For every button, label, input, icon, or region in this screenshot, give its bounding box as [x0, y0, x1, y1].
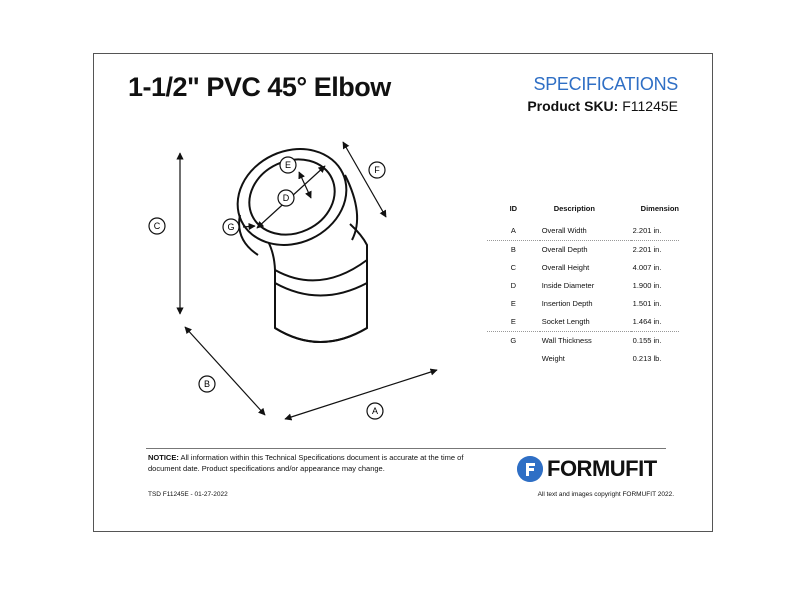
- svg-text:G: G: [227, 222, 235, 232]
- svg-text:E: E: [284, 160, 292, 170]
- cell-description: Inside Diameter: [541, 281, 595, 290]
- callout-d: [278, 190, 294, 206]
- column-header-dimension: Dimension: [640, 204, 679, 213]
- cell-id: D: [510, 281, 517, 290]
- elbow-technical-drawing: [140, 140, 450, 430]
- logo-text: FORMUFIT: [547, 456, 657, 481]
- cell-dimension: 0.155 in.: [631, 332, 679, 351]
- table-row: [487, 350, 679, 368]
- callout-g: [223, 219, 239, 235]
- table-row: [487, 241, 679, 260]
- table-row: [487, 332, 679, 351]
- column-header-id: ID: [509, 204, 518, 213]
- sku-value: F11245E: [622, 98, 678, 114]
- cell-id: A: [510, 226, 516, 235]
- cell-description: Overall Width: [541, 226, 587, 235]
- footer-divider: [146, 448, 666, 449]
- cell-dimension: 1.900 in.: [632, 281, 662, 290]
- dimension-line-a: [285, 370, 437, 419]
- copyright-text: All text and images copyright FORMUFIT 2022.: [537, 491, 674, 498]
- svg-text:B: B: [203, 379, 211, 389]
- cell-id: B: [487, 241, 540, 260]
- sku-label: Product SKU:: [527, 98, 619, 114]
- formufit-logo-icon: [517, 456, 543, 482]
- dimension-line-f: [343, 142, 386, 217]
- cell-id: [487, 350, 540, 368]
- document-id: TSD F11245E - 01-27-2022: [148, 491, 228, 498]
- notice-body: All information within this Technical Specifications document is accurate at the time of document date. Product specifications and/or appearance may change.: [148, 453, 464, 473]
- table-row: [487, 277, 679, 295]
- notice-text: [148, 452, 468, 474]
- cell-description: Wall Thickness: [540, 332, 631, 351]
- svg-text:A: A: [371, 406, 379, 416]
- cell-dimension: 4.007 in.: [632, 263, 662, 272]
- svg-text:D: D: [282, 193, 290, 203]
- specifications-table: [487, 204, 679, 368]
- table-row: [487, 259, 679, 277]
- dimension-line-b: [185, 327, 265, 415]
- table-header-row: [487, 204, 679, 222]
- formufit-logo: [517, 456, 657, 482]
- product-sku: [527, 98, 678, 114]
- cell-id: C: [510, 263, 517, 272]
- cell-description: Weight: [541, 354, 565, 363]
- cell-description: Overall Depth: [540, 241, 631, 260]
- table-row: [487, 313, 679, 332]
- cell-description: Overall Height: [541, 263, 590, 272]
- callout-a: [367, 403, 383, 419]
- cell-dimension: 0.213 lb.: [632, 354, 662, 363]
- svg-text:C: C: [153, 221, 161, 231]
- table-row: [487, 222, 679, 241]
- notice-label: NOTICE:: [148, 453, 179, 462]
- cell-dimension: 2.201 in.: [632, 226, 662, 235]
- specifications-heading: SPECIFICATIONS: [533, 74, 678, 94]
- product-title: 1-1/2" PVC 45° Elbow: [128, 72, 391, 102]
- cell-description: Insertion Depth: [541, 299, 593, 308]
- callout-b: [199, 376, 215, 392]
- callout-e: [280, 157, 296, 173]
- cell-dimension: 2.201 in.: [631, 241, 679, 260]
- cell-id: E: [510, 299, 516, 308]
- cell-dimension: 1.501 in.: [632, 299, 662, 308]
- svg-text:F: F: [374, 165, 380, 175]
- column-header-description: Description: [553, 204, 595, 213]
- cell-id: E: [510, 317, 516, 326]
- table-row: [487, 295, 679, 313]
- cell-id: G: [487, 332, 540, 351]
- cell-description: Socket Length: [541, 317, 590, 326]
- callout-c: [149, 218, 165, 234]
- callout-f: [369, 162, 385, 178]
- cell-dimension: 1.464 in.: [632, 317, 662, 326]
